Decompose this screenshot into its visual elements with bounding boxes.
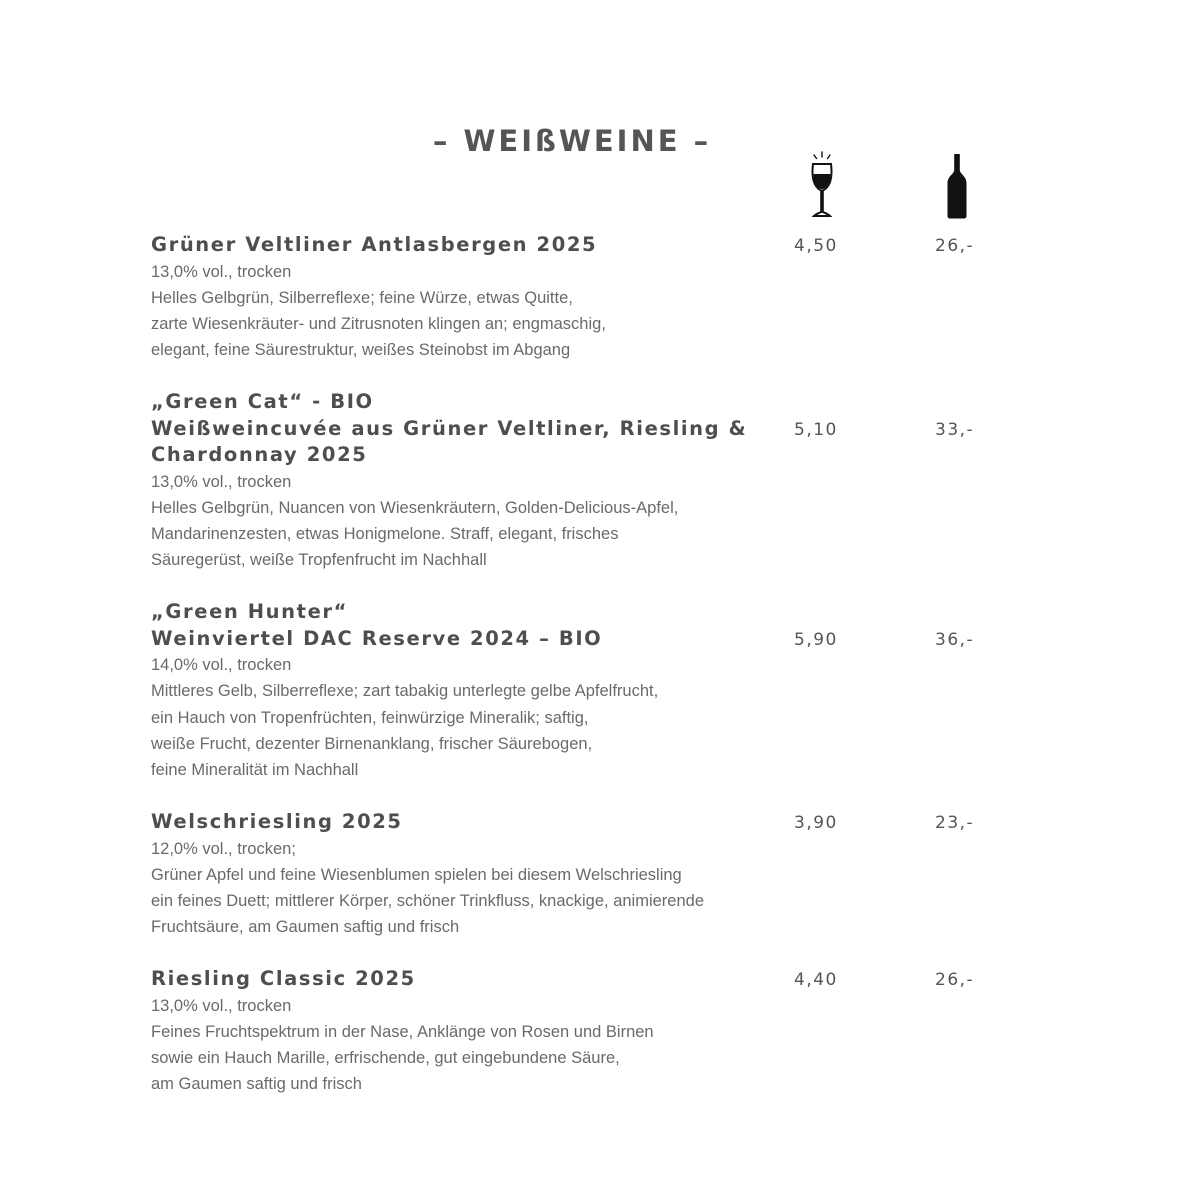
glass-price: 5,90 — [794, 630, 838, 650]
glass-price: 5,10 — [794, 420, 838, 440]
bottle-price: 26,- — [935, 970, 975, 990]
wine-name: Grüner Veltliner Antlasbergen 2025 — [151, 233, 598, 256]
bottle-price: 23,- — [935, 813, 975, 833]
page-title: – WEIßWEINE – — [432, 124, 712, 158]
glass-price: 3,90 — [794, 813, 838, 833]
glass-price: 4,40 — [794, 970, 838, 990]
wine-name: „Green Cat“ - BIO Weißweincuvée aus Grüner Veltliner, Riesling & Chardonnay 2025 — [151, 390, 748, 466]
wine-entry-1 — [151, 389, 1151, 574]
wine-bottle-icon — [944, 150, 970, 222]
wine-name: Welschriesling 2025 — [151, 810, 403, 833]
wine-entry-4 — [151, 966, 1151, 1098]
wine-details: 13,0% vol., trocken Helles Gelbgrün, Silberreflexe; feine Würze, etwas Quitte, zarte Wiesenkräuter- und Zitrusnoten klingen an; engmaschig, elegant, feine Säurestruktur, weißes Steinobst im Abgang — [151, 262, 606, 360]
wine-entry-0 — [151, 232, 1151, 364]
wine-glass-icon — [806, 150, 838, 222]
wine-name: „Green Hunter“ Weinviertel DAC Reserve 2024 – BIO — [151, 600, 603, 650]
bottle-price: 36,- — [935, 630, 975, 650]
wine-entry-3 — [151, 809, 1151, 941]
wine-details: 13,0% vol., trocken Helles Gelbgrün, Nuancen von Wiesenkräutern, Golden-Delicious-Apfel, Mandarinenzesten, etwas Honigmelone. Straff, elegant, frisches Säuregerüst, weiße Tropfenfrucht im Nachhall — [151, 472, 679, 570]
wine-details: 12,0% vol., trocken; Grüner Apfel und feine Wiesenblumen spielen bei diesem Welschriesling ein feines Duett; mittlerer Körper, schöner Trinkfluss, knackige, animierende Fruchtsäure, am Gaumen saftig und frisch — [151, 839, 705, 937]
glass-price: 4,50 — [794, 236, 838, 256]
wine-details: 14,0% vol., trocken Mittleres Gelb, Silberreflexe; zart tabakig unterlegte gelbe Apfelfrucht, ein Hauch von Tropenfrüchten, feinwürzige Mineralik; saftig, weiße Frucht, dezenter Birnenanklang, frischer Säurebogen, feine Mineralität im Nachhall — [151, 656, 659, 780]
bottle-price: 26,- — [935, 236, 975, 256]
wine-entry-2 — [151, 599, 1151, 783]
wine-name: Riesling Classic 2025 — [151, 967, 416, 990]
bottle-price: 33,- — [935, 420, 975, 440]
wine-details: 13,0% vol., trocken Feines Fruchtspektrum in der Nase, Anklänge von Rosen und Birnen sowie ein Hauch Marille, erfrischende, gut eingebundene Säure, am Gaumen saftig und frisch — [151, 996, 654, 1094]
